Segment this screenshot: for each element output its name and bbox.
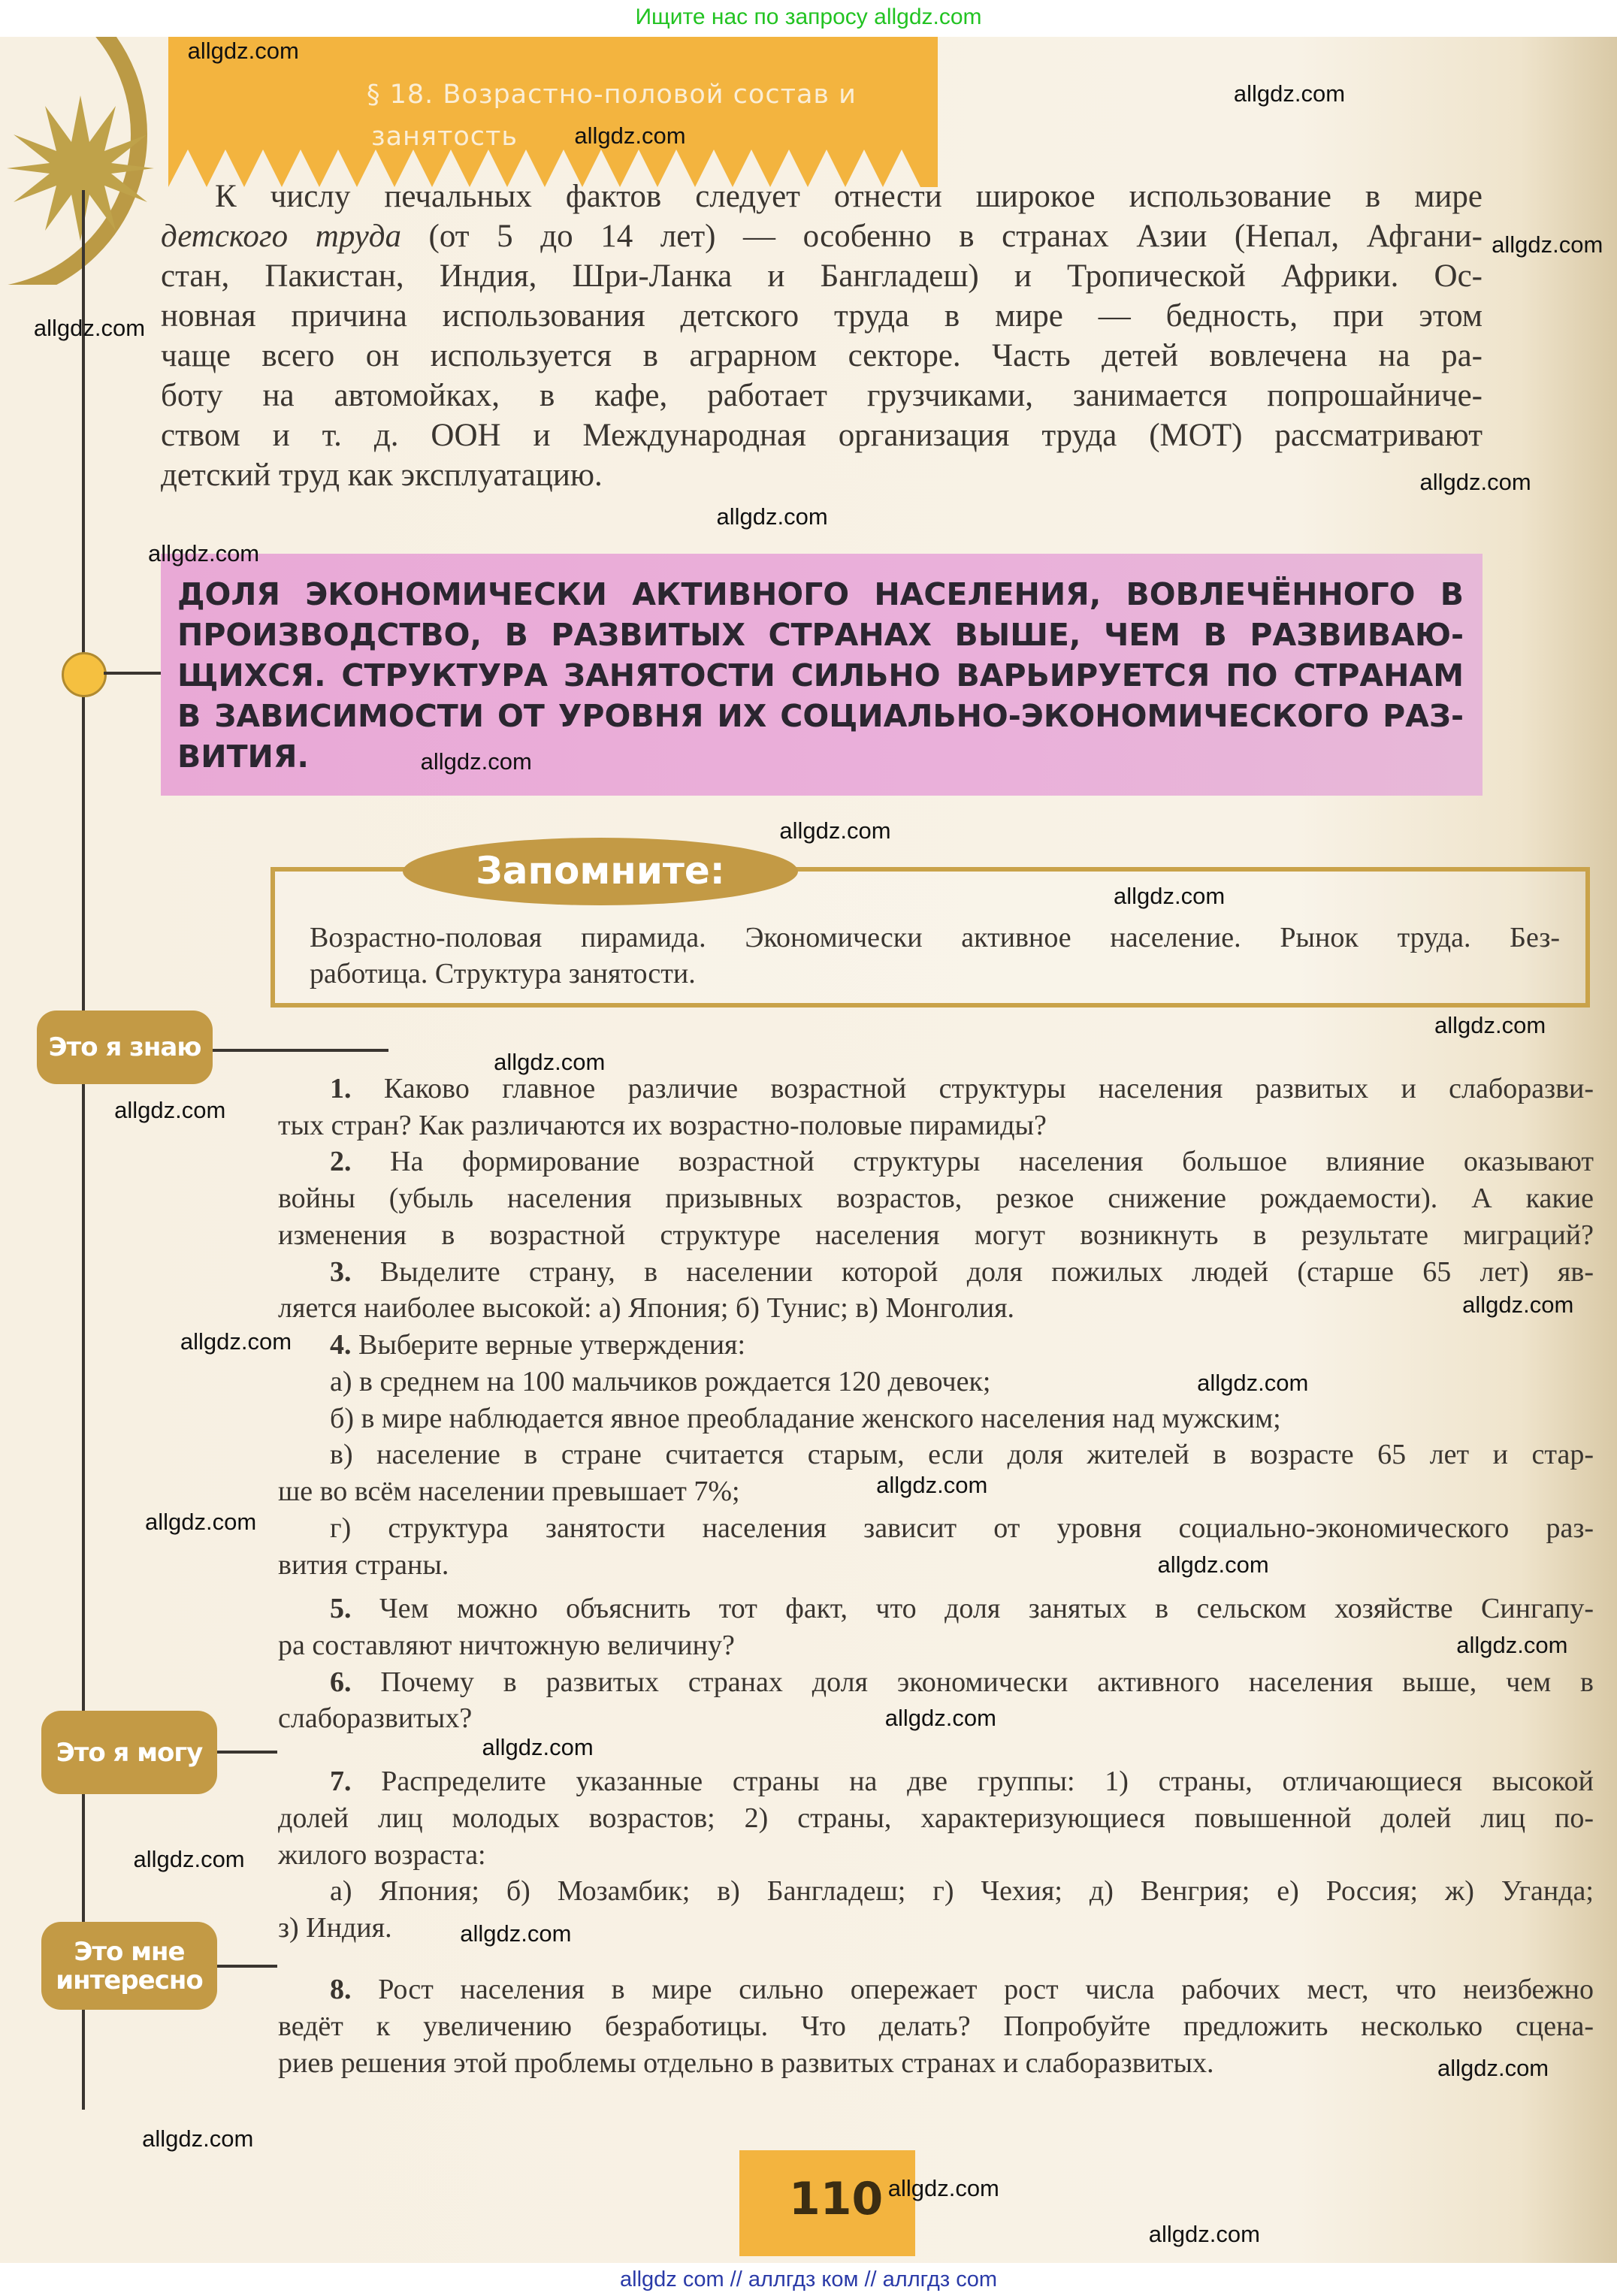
intro-line: К числу печальных фактов следует отнести широкое использование в мире <box>215 179 1483 214</box>
question-text: войны (убыль населения призывных возрастов, резкое снижение рождаемости). А какие <box>278 1183 1594 1214</box>
question-text: Выделите страну, в населении которой доля пожилых людей (старше 65 лет) яв- <box>379 1256 1594 1288</box>
question-line <box>330 1145 1594 1178</box>
question-text: а) в среднем на 100 мальчиков рождается 120 девочек; <box>330 1366 991 1397</box>
timeline-node <box>62 652 107 697</box>
watermark: allgdz.com <box>142 2125 254 2152</box>
question-line <box>330 1072 1594 1105</box>
question-line <box>330 1973 1594 2006</box>
tag-interesting-line-2: интересно <box>56 1965 203 1995</box>
question-text: Распределите указанные страны на две группы: 1) страны, отличающиеся высокой <box>381 1766 1594 1797</box>
question-text: вития страны. <box>278 1549 449 1581</box>
question-text: жилого возраста: <box>278 1839 486 1871</box>
question-number: 7. <box>330 1766 352 1797</box>
watermark: allgdz.com <box>1456 1631 1568 1658</box>
intro-line: чаще всего он используется в аграрном секторе. Часть детей вовлечена на ра- <box>161 338 1483 373</box>
watermark: allgdz.com <box>1462 1292 1574 1319</box>
question-line <box>278 1292 1014 1325</box>
watermark: allgdz.com <box>145 1509 257 1536</box>
watermark: allgdz.com <box>1492 231 1603 258</box>
watermark: allgdz.com <box>716 503 828 530</box>
question-text: г) структура занятости населения зависит от уровня социально-экономического раз- <box>330 1512 1594 1544</box>
watermark: allgdz.com <box>1148 2220 1260 2247</box>
intro-line-text: (от 5 до 14 лет) — особенно в странах Азии (Непал, Афгани- <box>400 219 1483 254</box>
watermark: allgdz.com <box>884 1705 996 1732</box>
watermark: allgdz.com <box>33 314 146 341</box>
watermark: allgdz.com <box>147 540 260 567</box>
tag-interest-line <box>217 1965 277 1968</box>
watermark: allgdz.com <box>1437 2055 1549 2082</box>
question-number: 4. <box>330 1329 352 1361</box>
question-number: 6. <box>330 1666 352 1698</box>
intro-line: боту на автомойках, в кафе, работает грузчиками, занимается попрошайниче- <box>161 378 1483 413</box>
question-text: На формирование возрастной структуры населения большое влияние оказывают <box>390 1146 1594 1177</box>
watermark: allgdz.com <box>180 1328 292 1355</box>
question-line <box>278 2047 1214 2080</box>
question-line <box>278 1702 472 1735</box>
watermark: allgdz.com <box>876 1472 988 1499</box>
question-number: 8. <box>330 1974 352 2005</box>
tag-know-line <box>213 1049 388 1052</box>
question-text: тых стран? Как различаются их возрастно-половые пирамиды? <box>278 1110 1047 1141</box>
question-text: Каково главное различие возрастной структуры населения развитых и слаборазви- <box>383 1073 1594 1104</box>
watermark: allgdz.com <box>1434 1012 1546 1038</box>
timeline-connector <box>104 672 161 675</box>
question-text: Рост населения в мире сильно опережает рост числа рабочих мест, что неизбежно <box>378 1974 1594 2005</box>
question-text: в) население в стране считается старым, если доля жителей в возрасте 65 лет и стар- <box>330 1439 1594 1470</box>
question-line <box>330 1592 1594 1625</box>
question-line <box>278 1182 1594 1215</box>
question-text: а) Япония; б) Мозамбик; в) Бангладеш; г) Чехия; д) Венгрия; е) Россия; ж) Уганда; <box>330 1875 1594 1907</box>
watermark: allgdz.com <box>574 122 686 150</box>
question-line <box>330 1255 1594 1288</box>
intro-line <box>161 218 1483 255</box>
question-line <box>278 1838 486 1872</box>
question-line <box>330 1875 1594 1908</box>
watermark: allgdz.com <box>187 38 299 65</box>
watermark: allgdz.com <box>1197 1369 1309 1396</box>
tag-can-line <box>217 1751 277 1754</box>
watermark: allgdz.com <box>460 1920 572 1947</box>
watermark: allgdz.com <box>1157 1551 1269 1578</box>
watermark: allgdz.com <box>1233 80 1346 107</box>
question-line <box>278 2010 1594 2043</box>
question-text: долей лиц молодых возрастов; 2) страны, характеризующиеся повышенной долей лиц по- <box>278 1802 1594 1834</box>
question-text: изменения в возрастной структуре населения могут возникнуть в результате миграций? <box>278 1219 1594 1251</box>
question-text: Почему в развитых странах доля экономически активного населения выше, чем в <box>380 1666 1594 1698</box>
question-number: 5. <box>330 1593 352 1624</box>
tag-this-i-can: Это я могу <box>41 1711 217 1794</box>
intro-line: стан, Пакистан, Индия, Шри-Ланка и Бангладеш) и Тропической Африки. Ос- <box>161 258 1483 294</box>
question-line <box>330 1512 1594 1545</box>
memo-title: Запомните: <box>403 838 798 905</box>
question-line <box>278 1802 1594 1835</box>
tag-interesting-line-1: Это мне <box>74 1936 185 1967</box>
question-line <box>278 1629 735 1662</box>
question-text: ра составляют ничтожную величину? <box>278 1630 735 1661</box>
timeline-line <box>82 190 85 2110</box>
question-text: слаборазвитых? <box>278 1702 473 1734</box>
question-number: 2. <box>330 1146 352 1177</box>
intro-line: детский труд как эксплуатацию. <box>161 458 603 493</box>
italic-term: детского труда <box>161 219 401 254</box>
intro-line: ством и т. д. ООН и Международная организация труда (МОТ) рассматривают <box>161 418 1483 453</box>
key-statement-line: ДОЛЯ ЭКОНОМИЧЕСКИ АКТИВНОГО НАСЕЛЕНИЯ, ВОВЛЕЧЁННОГО В <box>177 576 1464 612</box>
question-line <box>330 1666 1594 1699</box>
watermark: allgdz.com <box>1114 883 1226 910</box>
memo-line: Возрастно-половая пирамида. Экономически активное население. Рынок труда. Без- <box>310 922 1560 953</box>
question-line <box>278 1548 449 1582</box>
question-text: б) в мире наблюдается явное преобладание женского населения над мужским; <box>330 1403 1281 1434</box>
key-statement-box <box>161 554 1483 796</box>
question-text: Выберите верные утверждения: <box>358 1329 746 1361</box>
key-statement-line: ПРОИЗВОДСТВО, В РАЗВИТЫХ СТРАНАХ ВЫШЕ, ЧЕМ В РАЗВИВАЮ- <box>177 617 1464 653</box>
watermark: allgdz.com <box>494 1048 606 1075</box>
section-title-line-1: § 18. Возрастно-половой состав и <box>367 80 857 110</box>
question-line <box>330 1438 1594 1471</box>
watermark: allgdz.com <box>482 1734 594 1761</box>
question-text: ляется наиболее высокой: а) Япония; б) Тунис; в) Монголия. <box>278 1292 1015 1324</box>
question-text: ше во всём населении превышает 7%; <box>278 1476 740 1507</box>
intro-line: новная причина использования детского труда в мире — бедность, при этом <box>161 298 1483 334</box>
question-number: 1. <box>330 1073 352 1104</box>
key-statement-line: В ЗАВИСИМОСТИ ОТ УРОВНЯ ИХ СОЦИАЛЬНО-ЭКОНОМИЧЕСКОГО РАЗ- <box>177 698 1464 734</box>
watermark: allgdz.com <box>887 2175 999 2202</box>
question-line <box>278 1475 740 1508</box>
key-statement-line: ЩИХСЯ. СТРУКТУРА ЗАНЯТОСТИ СИЛЬНО ВАРЬИРУЕТСЯ ПО СТРАНАМ <box>177 657 1464 693</box>
question-text: ведёт к увеличению безработицы. Что делать? Попробуйте предложить несколько сцена- <box>278 2011 1594 2042</box>
question-line <box>330 1328 745 1361</box>
memo-line: работица. Структура занятости. <box>310 958 696 989</box>
page-number: 110 <box>739 2150 915 2256</box>
section-title-line-2: занятость <box>371 122 518 152</box>
watermark: allgdz.com <box>779 817 891 844</box>
question-text: риев решения этой проблемы отдельно в развитых странах и слаборазвитых. <box>278 2047 1214 2079</box>
question-line <box>330 1402 1281 1435</box>
question-line <box>278 1911 392 1944</box>
question-line <box>278 1109 1047 1142</box>
question-text: з) Индия. <box>278 1912 392 1944</box>
question-line <box>330 1765 1594 1798</box>
watermark: allgdz.com <box>133 1845 245 1872</box>
tag-this-i-know: Это я знаю <box>37 1011 213 1084</box>
question-number: 3. <box>330 1256 352 1288</box>
question-line <box>278 1219 1594 1252</box>
top-banner: Ищите нас по запросу allgdz.com <box>0 0 1617 37</box>
bottom-banner: allgdz com // аллгдз ком // аллгдз com <box>0 2263 1617 2296</box>
watermark: allgdz.com <box>1419 468 1531 495</box>
watermark: allgdz.com <box>114 1097 226 1124</box>
key-statement-line: ВИТИЯ. <box>177 739 309 775</box>
tag-interesting <box>41 1922 217 2010</box>
watermark: allgdz.com <box>420 748 532 775</box>
question-line <box>330 1365 990 1398</box>
question-text: Чем можно объяснить тот факт, что доля занятых в сельском хозяйстве Сингапу- <box>379 1593 1594 1624</box>
